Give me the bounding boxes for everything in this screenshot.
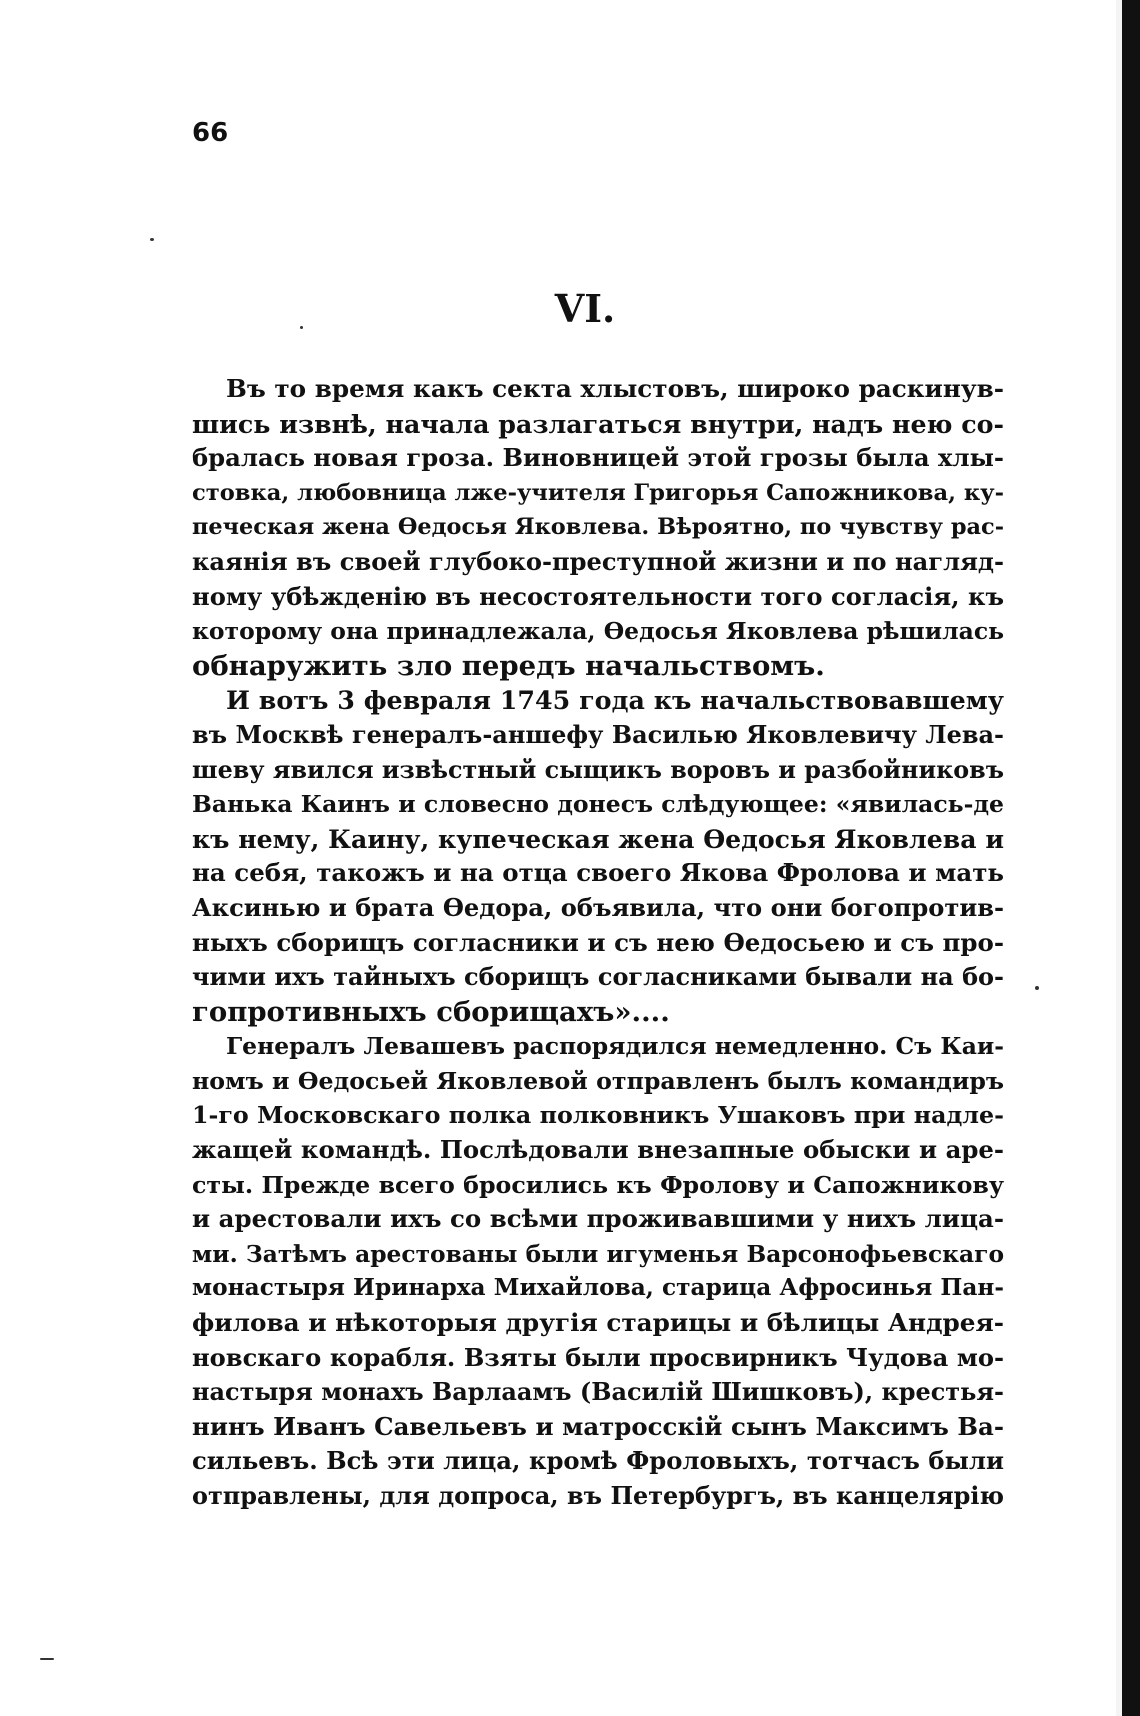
text-line: чими ихъ тайныхъ сборищъ согласниками бывали на бо- xyxy=(192,962,1004,992)
text-line: нинъ Иванъ Савельевъ и матросскій сынъ Максимъ Ва- xyxy=(192,1411,1004,1441)
text-line: на себя, такожъ и на отца своего Якова Фролова и мать xyxy=(192,858,1004,888)
print-speck xyxy=(40,1658,54,1660)
text-line: 1-го Московскаго полка полковникъ Ушаковъ при надле- xyxy=(192,1101,1004,1130)
text-line: ми. Затѣмъ арестованы были игуменья Варсонофьевскаго xyxy=(192,1239,1004,1268)
text-line: филова и нѣкоторыя другія старицы и бѣлицы Андрея- xyxy=(192,1308,1004,1338)
text-line: новскаго корабля. Взяты были просвирникъ Чудова мо- xyxy=(192,1342,1004,1372)
text-line: каянія въ своей глубоко-преступной жизни и по нагляд- xyxy=(192,546,1004,576)
text-line: Въ то время какъ секта хлыстовъ, широко раскинув- xyxy=(226,374,1004,403)
print-speck xyxy=(150,238,154,241)
text-line: отправлены, для допроса, въ Петербургъ, въ канцелярію xyxy=(192,1482,1004,1510)
text-line: въ Москвѣ генералъ-аншефу Василью Яковлевичу Лева- xyxy=(192,719,1004,749)
text-line: шеву явился извѣстный сыщикъ воровъ и разбойниковъ xyxy=(192,755,1004,784)
text-line: печеская жена Ѳедосья Яковлева. Вѣроятно, по чувству рас- xyxy=(192,514,1004,541)
text-line: обнаружить зло передъ начальствомъ. xyxy=(192,649,825,682)
text-line: ныхъ сборищъ согласники и съ нею Ѳедосьею и съ про- xyxy=(192,927,1004,957)
text-line: монастыря Иринарха Михайлова, старица Афросинья Пан- xyxy=(192,1274,1004,1302)
print-speck xyxy=(1035,986,1039,990)
text-line: настыря монахъ Варлаамъ (Василій Шишковъ), крестья- xyxy=(192,1378,1004,1407)
text-line: сильевъ. Всѣ эти лица, кромѣ Фроловыхъ, тотчасъ были xyxy=(192,1446,1004,1476)
binding-edge xyxy=(1122,0,1140,1716)
text-line: Генералъ Левашевъ распорядился немедленно. Съ Каи- xyxy=(226,1032,1004,1061)
text-body xyxy=(192,372,1004,1514)
paragraph xyxy=(192,372,1004,683)
text-line: бралась новая гроза. Виновницей этой грозы была хлы- xyxy=(192,443,1004,473)
text-line: стовка, любовница лже-учителя Григорья Сапожникова, ку- xyxy=(192,479,1004,506)
paragraph xyxy=(192,1029,1004,1513)
text-line: шись извнѣ, начала разлагаться внутри, надъ нею со- xyxy=(192,408,1004,439)
text-line: Ванька Каинъ и словесно донесъ слѣдующее: «явилась-де xyxy=(192,790,1004,819)
chapter-heading: VI. xyxy=(554,286,616,331)
text-line: къ нему, Каину, купеческая жена Ѳедосья Яковлева и xyxy=(192,823,1004,854)
text-line: которому она принадлежала, Ѳедосья Яковлева рѣшилась xyxy=(192,617,1004,646)
text-line: жащей командѣ. Послѣдовали внезапные обыски и аре- xyxy=(192,1135,1004,1165)
text-line: И вотъ 3 февраля 1745 года къ начальствовавшему xyxy=(226,685,1004,716)
text-line: сты. Прежде всего бросились къ Фролову и Сапожникову xyxy=(192,1170,1004,1199)
text-line: гопротивныхъ сборищахъ».... xyxy=(192,995,670,1028)
text-line: и арестовали ихъ со всѣми проживавшими у нихъ лица- xyxy=(192,1204,1004,1234)
text-line: номъ и Ѳедосьей Яковлевой отправленъ былъ командиръ xyxy=(192,1066,1004,1095)
print-speck xyxy=(300,326,303,329)
text-line: ному убѣжденію въ несостоятельности того согласія, къ xyxy=(192,581,1004,611)
paragraph xyxy=(192,683,1004,1029)
page-number: 66 xyxy=(192,118,229,148)
text-line: Аксинью и брата Ѳедора, объявила, что они богопротив- xyxy=(192,892,1004,922)
